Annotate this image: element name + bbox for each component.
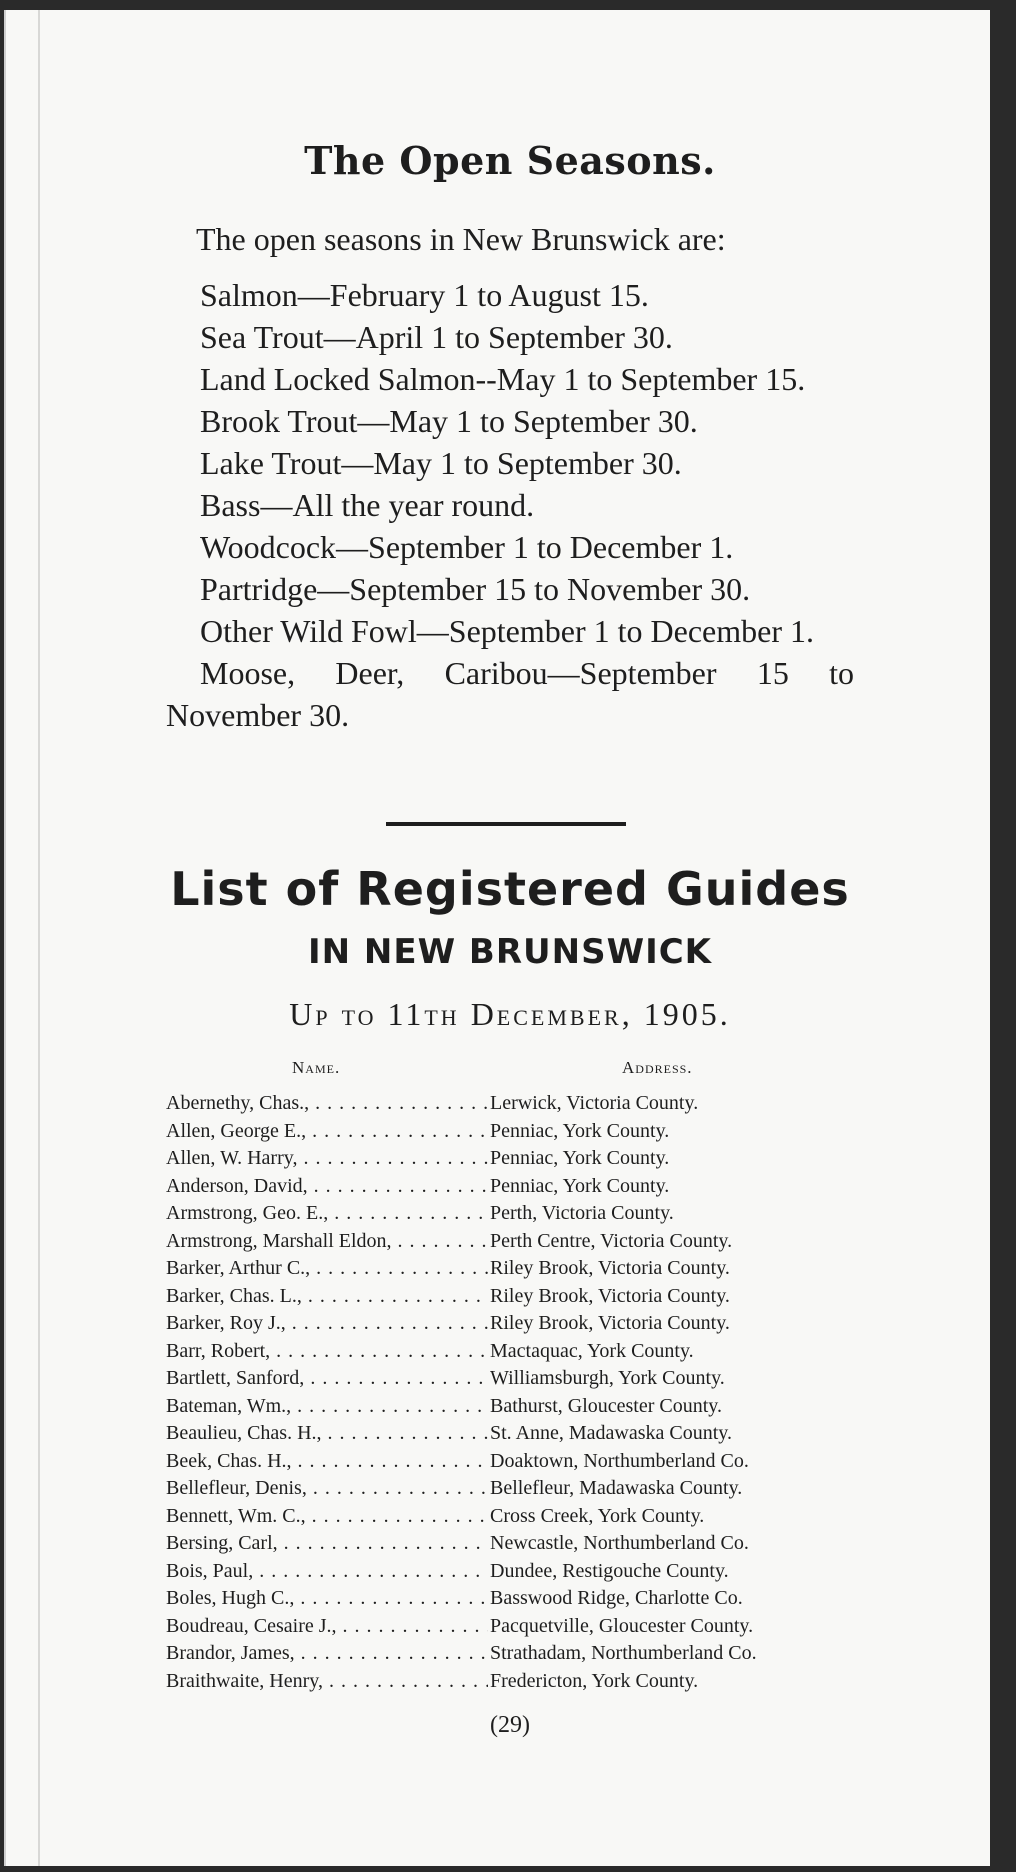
guide-address: Strathadam, Northumberland Co. [488,1642,854,1665]
guide-address: Dundee, Restigouche County. [488,1560,854,1583]
guide-address: Williamsburgh, York County. [488,1367,854,1390]
guide-address: Bathurst, Gloucester County. [488,1395,854,1418]
book-page [4,10,992,1866]
guide-name: Bartlett, Sanford, . . . [166,1367,488,1390]
guide-name: Beek, Chas. H., . . . [166,1450,488,1473]
guide-name: Bersing, Carl, . . . [166,1532,488,1555]
guide-row [166,1585,854,1613]
season-item: Other Wild Fowl—September 1 to December 1. [200,613,814,649]
guide-row [166,1558,854,1586]
address-column-header: Address. [622,1058,693,1077]
guide-row [166,1503,854,1531]
guide-row [166,1475,854,1503]
guide-name: Armstrong, Marshall Eldon, . . . [166,1230,488,1253]
guide-address: Bellefleur, Madawaska County. [488,1477,854,1500]
guide-name: Anderson, David, . . . [166,1175,488,1198]
guide-row [166,1118,854,1146]
guide-row [166,1393,854,1421]
guide-address: Penniac, York County. [488,1175,854,1198]
guide-address: Perth Centre, Victoria County. [488,1230,854,1253]
guide-address: St. Anne, Madawaska County. [488,1422,854,1445]
page-binding-shadow [38,10,40,1866]
guide-name: Barker, Chas. L., . . . [166,1285,488,1308]
guide-row [166,1530,854,1558]
guide-row [166,1420,854,1448]
guide-row [166,1613,854,1641]
guide-name: Armstrong, Geo. E., . . . [166,1202,488,1225]
guide-name: Boudreau, Cesaire J., . . . [166,1615,488,1638]
guide-address: Riley Brook, Victoria County. [488,1285,854,1308]
open-seasons-title: The Open Seasons. [304,138,716,183]
season-item: Salmon—February 1 to August 15. [200,277,649,313]
guide-address: Mactaquac, York County. [488,1340,854,1363]
season-item: Brook Trout—May 1 to September 30. [200,403,698,439]
open-seasons-list [166,274,854,736]
guide-address: Riley Brook, Victoria County. [488,1312,854,1335]
guide-name: Beaulieu, Chas. H., . . . [166,1422,488,1445]
guide-row [166,1365,854,1393]
guide-name: Barker, Roy J., . . . [166,1312,488,1335]
season-item: Woodcock—September 1 to December 1. [200,529,734,565]
guide-row [166,1173,854,1201]
guide-address: Lerwick, Victoria County. [488,1092,854,1115]
season-item: Partridge—September 15 to November 30. [200,571,751,607]
guide-row [166,1145,854,1173]
guide-name: Allen, W. Harry, . . . [166,1147,488,1170]
scan-edge [990,10,1016,1872]
text-column [166,10,854,1866]
guide-name: Abernethy, Chas., . . . [166,1092,488,1115]
guide-row [166,1310,854,1338]
guide-address: Newcastle, Northumberland Co. [488,1532,854,1555]
guide-name: Bellefleur, Denis, . . . [166,1477,488,1500]
guides-title: List of Registered Guides [170,862,850,916]
guide-name: Brandor, James, . . . [166,1642,488,1665]
guide-name: Braithwaite, Henry, . . . [166,1670,488,1693]
page-number: (29) [490,1712,530,1738]
name-column-header: Name. [292,1058,341,1077]
section-divider [386,822,626,826]
guide-name: Bateman, Wm., . . . [166,1395,488,1418]
guide-address: Riley Brook, Victoria County. [488,1257,854,1280]
guide-address: Basswood Ridge, Charlotte Co. [488,1587,854,1610]
open-seasons-intro: The open seasons in New Brunswick are: [196,221,726,257]
guide-name: Bois, Paul, . . . [166,1560,488,1583]
guide-row [166,1283,854,1311]
season-item: Sea Trout—April 1 to September 30. [200,319,673,355]
guide-name: Barr, Robert, . . . [166,1340,488,1363]
guides-list [166,1090,854,1695]
guide-row [166,1090,854,1118]
season-item: Bass—All the year round. [200,487,535,523]
guide-row [166,1255,854,1283]
guide-row [166,1668,854,1696]
guide-row [166,1200,854,1228]
guides-subtitle: IN NEW BRUNSWICK [307,932,713,972]
guide-address: Pacquetville, Gloucester County. [488,1615,854,1638]
guide-address: Doaktown, Northumberland Co. [488,1450,854,1473]
season-item: Land Locked Salmon--May 1 to September 15. [200,361,806,397]
guide-address: Fredericton, York County. [488,1670,854,1693]
guide-row [166,1448,854,1476]
season-item: Moose, Deer, Caribou—September 15 to November 30. [166,655,854,733]
guide-address: Penniac, York County. [488,1120,854,1143]
guide-address: Perth, Victoria County. [488,1202,854,1225]
guide-name: Bennett, Wm. C., . . . [166,1505,488,1528]
guide-address: Cross Creek, York County. [488,1505,854,1528]
guides-date-line: Up to 11th December, 1905. [289,996,731,1032]
season-item: Lake Trout—May 1 to September 30. [200,445,682,481]
guide-name: Boles, Hugh C., . . . [166,1587,488,1610]
guide-row [166,1338,854,1366]
guide-name: Allen, George E., . . . [166,1120,488,1143]
guide-row [166,1228,854,1256]
guide-row [166,1640,854,1668]
guide-address: Penniac, York County. [488,1147,854,1170]
guide-name: Barker, Arthur C., . . . [166,1257,488,1280]
